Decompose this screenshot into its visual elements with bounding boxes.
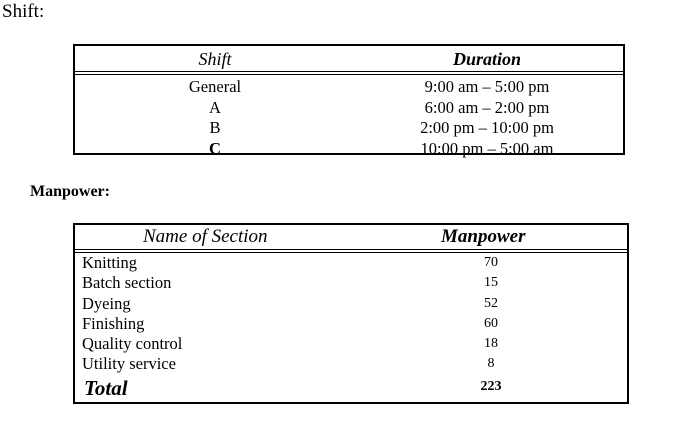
section-name-cell: Dyeing — [82, 293, 131, 313]
manpower-table — [73, 223, 629, 404]
manpower-value-cell: 60 — [484, 315, 498, 331]
manpower-value-cell: 15 — [484, 275, 498, 291]
total-value: 223 — [480, 378, 502, 394]
section-name-cell: Batch section — [82, 273, 172, 293]
shift-column-header: Shift — [198, 49, 232, 69]
manpower-value-cell: 8 — [487, 356, 495, 372]
manpower-heading: Manpower: — [30, 183, 110, 200]
shift-cell: B — [209, 118, 221, 137]
manpower-table-header — [75, 225, 627, 250]
section-name-cell: Quality control — [82, 334, 183, 354]
shift-heading: Shift: — [2, 1, 45, 22]
duration-cell: 10:00 pm – 5:00 am — [420, 138, 554, 158]
manpower-column-header: Manpower — [441, 226, 526, 247]
section-name-column-header: Name of Section — [143, 226, 268, 247]
duration-column-header: Duration — [452, 49, 522, 69]
section-name-cell: Utility service — [82, 354, 176, 374]
manpower-table-body — [75, 253, 627, 403]
duration-cell: 9:00 am – 5:00 pm — [424, 77, 550, 96]
table-row — [75, 98, 623, 119]
section-name-cell: Finishing — [82, 313, 145, 333]
section-name-cell: Knitting — [82, 253, 138, 272]
total-row — [75, 375, 627, 403]
table-row — [75, 334, 627, 354]
table-row — [75, 314, 627, 334]
shift-table — [73, 44, 625, 158]
manpower-value-cell: 18 — [484, 336, 498, 352]
shift-table-header — [75, 46, 623, 72]
table-row — [75, 273, 627, 293]
manpower-value-cell: 52 — [484, 295, 498, 311]
manpower-value-cell: 70 — [484, 255, 498, 270]
table-row — [75, 294, 627, 314]
table-row — [75, 354, 627, 374]
total-label: Total — [84, 375, 128, 400]
table-row — [75, 139, 623, 160]
duration-cell: 6:00 am – 2:00 pm — [424, 97, 550, 117]
duration-cell: 2:00 pm – 10:00 pm — [420, 118, 554, 137]
shift-cell: General — [188, 77, 242, 96]
table-row — [75, 118, 623, 139]
shift-cell: C — [209, 138, 221, 158]
table-row — [75, 253, 627, 273]
shift-table-body — [75, 77, 623, 159]
table-row — [75, 77, 623, 98]
shift-cell: A — [209, 97, 221, 117]
